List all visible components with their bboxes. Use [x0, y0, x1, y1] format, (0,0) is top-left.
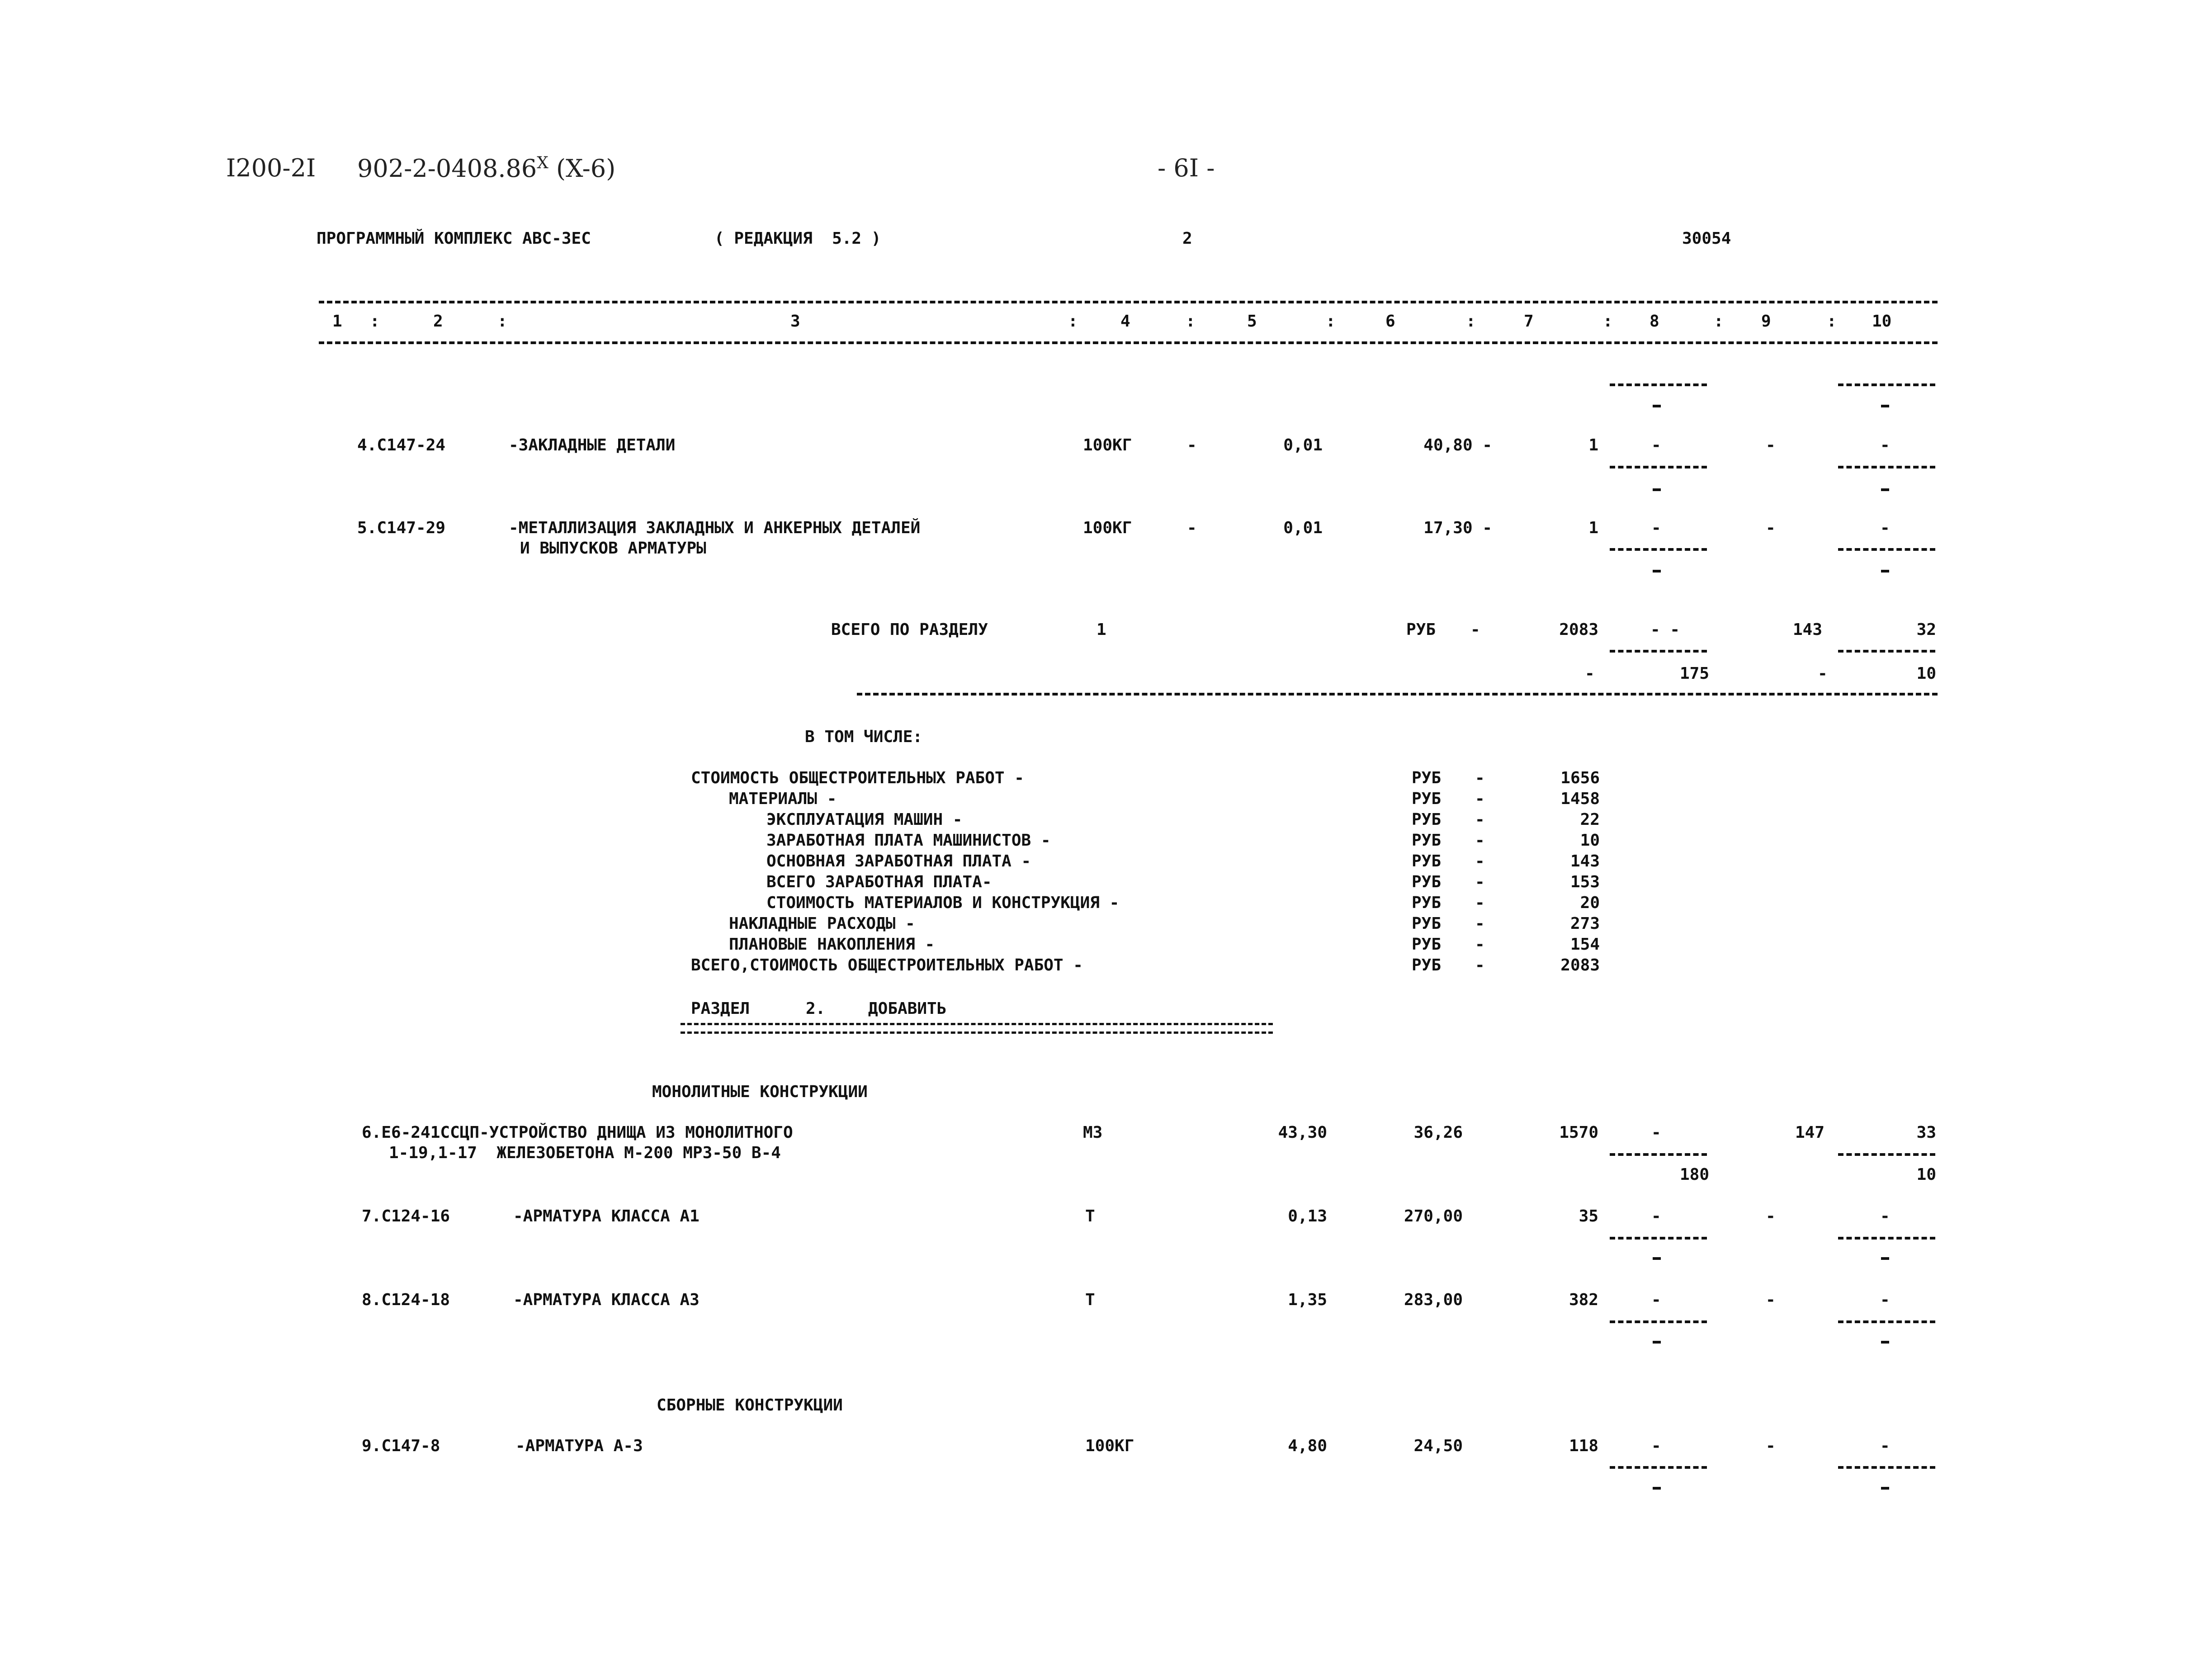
row-code: 9.С147-8 [362, 1437, 440, 1455]
col-separator: : [1068, 312, 1078, 331]
row-c10: 33 [1916, 1123, 1936, 1142]
empty-dash [1653, 1257, 1661, 1260]
row-name: -ЗАКЛАДНЫЕ ДЕТАЛИ [509, 436, 676, 454]
section-total-c10: 32 [1916, 620, 1936, 639]
row-unit: Т [1085, 1207, 1095, 1225]
program-code: 30054 [1682, 229, 1731, 248]
row-total: 382 [1569, 1291, 1598, 1309]
empty-dash [1653, 570, 1661, 573]
row-qty: 0,01 [1283, 436, 1323, 454]
col-header-5: 5 [1247, 312, 1257, 331]
row-c10: - [1880, 1291, 1890, 1309]
row-c8-bottom: 180 [1679, 1165, 1709, 1184]
header-rule-bottom [319, 341, 1938, 344]
row-qty: 0,13 [1288, 1207, 1327, 1225]
subtotal-rule [1838, 650, 1935, 653]
breakdown-unit: РУБ [1412, 790, 1442, 808]
empty-dash [1881, 488, 1889, 491]
breakdown-value: 153 [1570, 873, 1600, 891]
row-c10: - [1880, 1437, 1890, 1455]
breakdown-label: СТОИМОСТЬ МАТЕРИАЛОВ И КОНСТРУКЦИЯ - [766, 894, 1120, 912]
row-qty: 4,80 [1288, 1437, 1327, 1455]
breakdown-unit: РУБ [1412, 894, 1442, 912]
row-qty: 0,01 [1283, 519, 1323, 537]
breakdown-value: 143 [1570, 852, 1600, 871]
breakdown-dash: - [1475, 810, 1485, 829]
breakdown-value: 273 [1570, 914, 1600, 933]
row-unit: Т [1085, 1291, 1095, 1309]
row-qty: 43,30 [1278, 1123, 1327, 1142]
row-total: 1 [1588, 519, 1598, 537]
row-c8: - [1651, 1207, 1661, 1225]
breakdown-value: 154 [1570, 935, 1600, 954]
row-total: 118 [1569, 1437, 1598, 1455]
col-header-2: 2 [433, 312, 443, 331]
row-price: 24,50 [1413, 1437, 1463, 1455]
breakdown-label: НАКЛАДНЫЕ РАСХОДЫ - [729, 914, 915, 933]
row-total: 35 [1579, 1207, 1598, 1225]
breakdown-unit: РУБ [1412, 956, 1442, 975]
breakdown-dash: - [1475, 852, 1485, 871]
row-name-cont: И ВЫПУСКОВ АРМАТУРЫ [520, 539, 706, 558]
row-code: 8.С124-18 [362, 1291, 450, 1309]
section-total-c8: - - [1650, 620, 1680, 639]
including-label: В ТОМ ЧИСЛЕ: [805, 728, 923, 746]
section-total-number: 1 [1097, 620, 1106, 639]
row-c10-bottom: 10 [1916, 1165, 1936, 1184]
breakdown-label: ОСНОВНАЯ ЗАРАБОТНАЯ ПЛАТА - [766, 852, 1031, 871]
row-code-name-cont: 1-19,1-17 ЖЕЛЕЗОБЕТОНА М-200 МРЗ-50 В-4 [389, 1144, 781, 1162]
section-total-unit: РУБ [1406, 620, 1436, 639]
subtotal-rule [1610, 650, 1707, 653]
subtotal-rule [1838, 1320, 1935, 1323]
section-total-c9-bottom: - [1818, 664, 1828, 683]
breakdown-label: ВСЕГО,СТОИМОСТЬ ОБЩЕСТРОИТЕЛЬНЫХ РАБОТ - [691, 956, 1083, 975]
empty-dash [1881, 1487, 1889, 1490]
page-number: - 6I - [1158, 154, 1215, 182]
subtotal-rule [1610, 1237, 1707, 1240]
breakdown-value: 20 [1580, 894, 1600, 912]
row-dash: - [1187, 436, 1197, 454]
program-title: ПРОГРАММНЫЙ КОМПЛЕКС АВС-3ЕС [317, 229, 591, 248]
section-total-label: ВСЕГО ПО РАЗДЕЛУ [831, 620, 988, 639]
breakdown-unit: РУБ [1412, 852, 1442, 871]
row-c8: - [1651, 1291, 1661, 1309]
row-total: 1570 [1559, 1123, 1598, 1142]
empty-dash [1881, 405, 1889, 407]
empty-dash [1653, 405, 1661, 407]
breakdown-unit: РУБ [1412, 831, 1442, 850]
row-dash: - [1187, 519, 1197, 537]
row-name: -МЕТАЛЛИЗАЦИЯ ЗАКЛАДНЫХ И АНКЕРНЫХ ДЕТАЛЕЙ [509, 519, 921, 537]
breakdown-value: 1656 [1560, 769, 1600, 787]
col-separator: : [1827, 312, 1837, 331]
col-separator: : [497, 312, 507, 331]
col-header-9: 9 [1761, 312, 1771, 331]
doc-number: I200-2I [226, 154, 316, 182]
breakdown-label: ПЛАНОВЫЕ НАКОПЛЕНИЯ - [729, 935, 935, 954]
breakdown-label: ВСЕГО ЗАРАБОТНАЯ ПЛАТА- [766, 873, 992, 891]
breakdown-unit: РУБ [1412, 873, 1442, 891]
subtotal-rule [1610, 383, 1707, 386]
empty-dash [1881, 1257, 1889, 1260]
subtotal-rule [1838, 548, 1935, 551]
row-c9: - [1766, 1437, 1776, 1455]
subtotal-rule [1838, 1466, 1935, 1469]
row-price: 17,30 - [1423, 519, 1492, 537]
empty-dash [1653, 488, 1661, 491]
subtotal-rule [1610, 1153, 1707, 1156]
col-separator: : [1466, 312, 1476, 331]
col-header-6: 6 [1385, 312, 1395, 331]
breakdown-label: СТОИМОСТЬ ОБЩЕСТРОИТЕЛЬНЫХ РАБОТ - [691, 769, 1024, 787]
breakdown-label: МАТЕРИАЛЫ - [729, 790, 837, 808]
breakdown-value: 2083 [1560, 956, 1600, 975]
breakdown-value: 1458 [1560, 790, 1600, 808]
subtotal-rule [1610, 1466, 1707, 1469]
col-header-1: 1 [332, 312, 342, 331]
breakdown-dash: - [1475, 873, 1485, 891]
header-rule-top [319, 301, 1938, 303]
project-mark: X [537, 154, 548, 172]
row-c9: 147 [1795, 1123, 1824, 1142]
monolith-heading: МОНОЛИТНЫЕ КОНСТРУКЦИИ [652, 1083, 868, 1101]
empty-dash [1653, 1341, 1661, 1344]
subtotal-rule [1610, 548, 1707, 551]
row-price: 270,00 [1404, 1207, 1463, 1225]
subtotal-rule [1838, 1153, 1935, 1156]
row-name: -АРМАТУРА А-3 [515, 1437, 643, 1455]
breakdown-dash: - [1475, 790, 1485, 808]
sheet-number: 2 [1182, 229, 1192, 248]
col-header-8: 8 [1650, 312, 1659, 331]
subtotal-rule [1838, 466, 1935, 468]
section-total-c8-bottom: 175 [1679, 664, 1709, 683]
breakdown-dash: - [1475, 769, 1485, 787]
col-separator: : [1186, 312, 1196, 331]
section-name: ДОБАВИТЬ [868, 999, 947, 1018]
col-header-4: 4 [1120, 312, 1130, 331]
col-separator: : [1714, 312, 1724, 331]
empty-dash [1653, 1487, 1661, 1490]
section-number: 2. [806, 999, 826, 1018]
row-c10: - [1880, 519, 1890, 537]
row-code-name: 6.Е6-241ССЦП-УСТРОЙСТВО ДНИЩА ИЗ МОНОЛИТНОГО [362, 1123, 793, 1142]
empty-dash [1881, 1341, 1889, 1344]
section-total-c10-bottom: 10 [1916, 664, 1936, 683]
subtotal-rule [1610, 1320, 1707, 1323]
project-code [357, 154, 615, 183]
col-header-3: 3 [790, 312, 800, 331]
row-code: 7.С124-16 [362, 1207, 450, 1225]
row-c8: - [1651, 436, 1661, 454]
row-code: 4.С147-24 [357, 436, 446, 454]
row-c9: - [1766, 1291, 1776, 1309]
breakdown-label: ЭКСПЛУАТАЦИЯ МАШИН - [766, 810, 963, 829]
row-price: 36,26 [1413, 1123, 1463, 1142]
row-c8: - [1651, 1437, 1661, 1455]
section-total-c9: 143 [1792, 620, 1822, 639]
row-c8: - [1651, 1123, 1661, 1142]
row-unit: 100КГ [1083, 436, 1132, 454]
row-c10: - [1880, 436, 1890, 454]
row-name: -АРМАТУРА КЛАССА А3 [513, 1291, 700, 1309]
breakdown-unit: РУБ [1412, 769, 1442, 787]
subtotal-rule [1838, 1237, 1935, 1240]
row-unit: 100КГ [1085, 1437, 1134, 1455]
row-c9: - [1766, 1207, 1776, 1225]
empty-dash [1881, 570, 1889, 573]
breakdown-unit: РУБ [1412, 914, 1442, 933]
breakdown-dash: - [1475, 956, 1485, 975]
row-c8: - [1651, 519, 1661, 537]
breakdown-unit: РУБ [1412, 935, 1442, 954]
section-total-dash-2: - [1585, 664, 1595, 683]
program-edition: ( РЕДАКЦИЯ 5.2 ) [714, 229, 881, 248]
section-double-rule [681, 1023, 1273, 1034]
project-code-text: 902-2-0408.86 [357, 154, 537, 183]
project-suffix: (X-6) [556, 154, 616, 183]
row-qty: 1,35 [1288, 1291, 1327, 1309]
row-c9: - [1766, 436, 1776, 454]
breakdown-label: ЗАРАБОТНАЯ ПЛАТА МАШИНИСТОВ - [766, 831, 1051, 850]
breakdown-dash: - [1475, 894, 1485, 912]
col-header-7: 7 [1524, 312, 1534, 331]
section-label: РАЗДЕЛ [691, 999, 750, 1018]
col-header-10: 10 [1872, 312, 1892, 331]
row-price: 40,80 - [1423, 436, 1492, 454]
section-total-value: 2083 [1559, 620, 1598, 639]
row-unit: 100КГ [1083, 519, 1132, 537]
subtotal-rule [1838, 383, 1935, 386]
breakdown-dash: - [1475, 935, 1485, 954]
col-separator: : [1603, 312, 1613, 331]
breakdown-unit: РУБ [1412, 810, 1442, 829]
subtotal-rule [1610, 466, 1707, 468]
breakdown-dash: - [1475, 831, 1485, 850]
breakdown-dash: - [1475, 914, 1485, 933]
col-separator: : [1326, 312, 1336, 331]
row-name: -АРМАТУРА КЛАССА А1 [513, 1207, 700, 1225]
row-code: 5.С147-29 [357, 519, 446, 537]
col-separator: : [370, 312, 380, 331]
row-price: 283,00 [1404, 1291, 1463, 1309]
section-total-dash: - [1470, 620, 1480, 639]
breakdown-value: 10 [1580, 831, 1600, 850]
section-total-rule [857, 693, 1938, 696]
row-total: 1 [1588, 436, 1598, 454]
row-c10: - [1880, 1207, 1890, 1225]
row-c9: - [1766, 519, 1776, 537]
breakdown-value: 22 [1580, 810, 1600, 829]
prefab-heading: СБОРНЫЕ КОНСТРУКЦИИ [657, 1396, 843, 1415]
row-unit: М3 [1083, 1123, 1103, 1142]
